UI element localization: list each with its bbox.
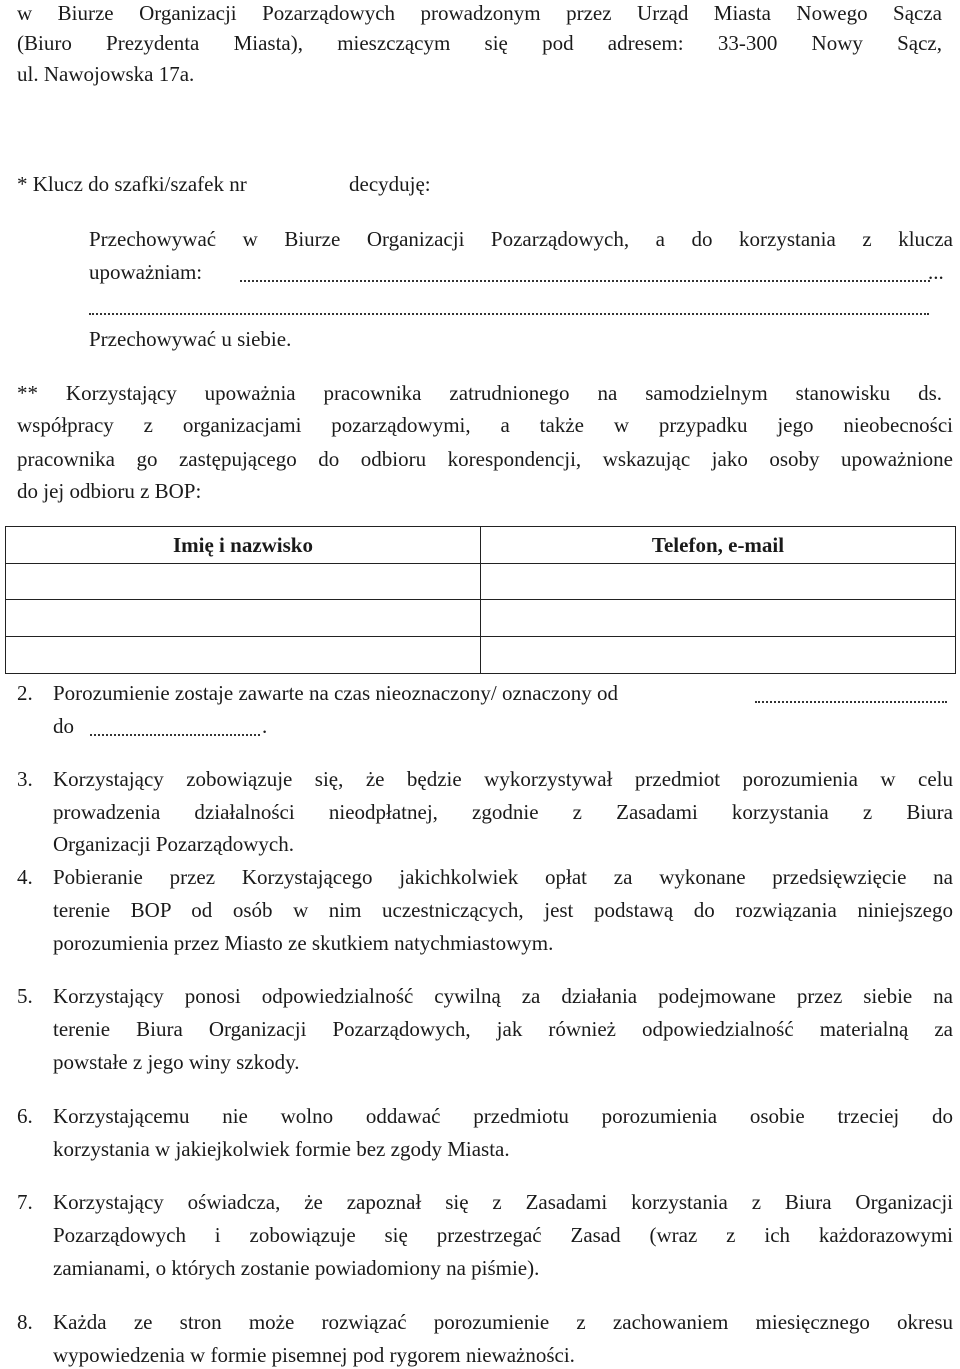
item-7-line-2: Pozarządowych i zobowiązuje się przestrzegać Zasad (wraz z ich każdorazowymi	[53, 1223, 953, 1247]
table-cell	[5, 599, 481, 637]
table-header-contact: Telefon, e-mail	[480, 526, 956, 564]
table-header-name: Imię i nazwisko	[5, 526, 481, 564]
item-7-line-1: Korzystający oświadcza, że zapoznał się z Zasadami korzystania z Biura Organizacji	[53, 1190, 953, 1214]
item-number: 6.	[17, 1104, 33, 1128]
fill-in-dots	[755, 701, 947, 703]
keys-option-2: Przechowywać u siebie.	[89, 327, 292, 351]
fill-in-dots	[240, 280, 930, 282]
item-6-line-1: Korzystającemu nie wolno oddawać przedmiotu porozumienia osobie trzeciej do	[53, 1104, 953, 1128]
fill-in-dots	[89, 313, 929, 315]
item-4-line-1: Pobieranie przez Korzystającego jakichkolwiek opłat za wykonane przedsięwzięcie na	[53, 865, 953, 889]
table-cell	[480, 636, 956, 674]
item-2-line-2: do	[53, 714, 74, 738]
auth-line-4: do jej odbioru z BOP:	[17, 479, 202, 503]
auth-line-1: ** Korzystający upoważnia pracownika zatrudnionego na samodzielnym stanowisku ds.	[17, 381, 942, 405]
item-number: 3.	[17, 767, 33, 791]
item-number: 7.	[17, 1190, 33, 1214]
item-3-line-2: prowadzenia działalności nieodpłatnej, zgodnie z Zasadami korzystania z Biura	[53, 800, 953, 824]
keys-label: * Klucz do szafki/szafek nr	[17, 172, 247, 196]
item-8-line-2: wypowiedzenia w formie pisemnej pod rygorem nieważności.	[53, 1343, 575, 1367]
item-3-line-1: Korzystający zobowiązuje się, że będzie wykorzystywał przedmiot porozumienia w celu	[53, 767, 953, 791]
item-2-tail: .	[262, 714, 268, 738]
intro-line-3: ul. Nawojowska 17a.	[17, 62, 195, 86]
intro-line-1: w Biurze Organizacji Pozarządowych prowadzonym przez Urząd Miasta Nowego Sącza	[17, 1, 942, 25]
intro-line-2: (Biuro Prezydenta Miasta), mieszczącym się pod adresem: 33-300 Nowy Sącz,	[17, 31, 942, 55]
item-number: 5.	[17, 984, 33, 1008]
auth-line-2: współpracy z organizacjami pozarządowymi, a także w przypadku jego nieobecności	[17, 413, 953, 437]
keys-decide: decyduję:	[349, 172, 431, 196]
item-2-line-1: Porozumienie zostaje zawarte na czas nieoznaczony/ oznaczony od	[53, 681, 618, 705]
item-7-line-3: zamianami, o których zostanie powiadomiony na piśmie).	[53, 1256, 540, 1280]
item-5-line-1: Korzystający ponosi odpowiedzialność cywilną za działania podejmowane przez siebie na	[53, 984, 953, 1008]
auth-line-3: pracownika go zastępującego do odbioru korespondencji, wskazując jako osoby upoważnione	[17, 447, 953, 471]
item-8-line-1: Każda ze stron może rozwiązać porozumienie z zachowaniem miesięcznego okresu	[53, 1310, 953, 1334]
table-cell	[5, 636, 481, 674]
table-cell	[5, 563, 481, 600]
authorized-persons-table	[5, 526, 956, 674]
item-5-line-2: terenie Biura Organizacji Pozarządowych, jak również odpowiedzialność materialną za	[53, 1017, 953, 1041]
item-3-line-3: Organizacji Pozarządowych.	[53, 832, 295, 856]
keys-option-1-line-2: upoważniam:	[89, 260, 203, 284]
item-number: 8.	[17, 1310, 33, 1334]
keys-option-1-line-1: Przechowywać w Biurze Organizacji Pozarządowych, a do korzystania z klucza	[89, 227, 953, 251]
table-cell	[480, 563, 956, 600]
table-cell	[480, 599, 956, 637]
item-number: 4.	[17, 865, 33, 889]
keys-option-1-dots-end: ...	[928, 260, 944, 284]
item-6-line-2: korzystania w jakiejkolwiek formie bez zgody Miasta.	[53, 1137, 510, 1161]
item-5-line-3: powstałe z jego winy szkody.	[53, 1050, 300, 1074]
fill-in-dots	[90, 734, 260, 736]
item-4-line-3: porozumienia przez Miasto ze skutkiem natychmiastowym.	[53, 931, 554, 955]
item-4-line-2: terenie BOP od osób w nim uczestniczących, jest podstawą do rozwiązania niniejszego	[53, 898, 953, 922]
item-number: 2.	[17, 681, 33, 705]
